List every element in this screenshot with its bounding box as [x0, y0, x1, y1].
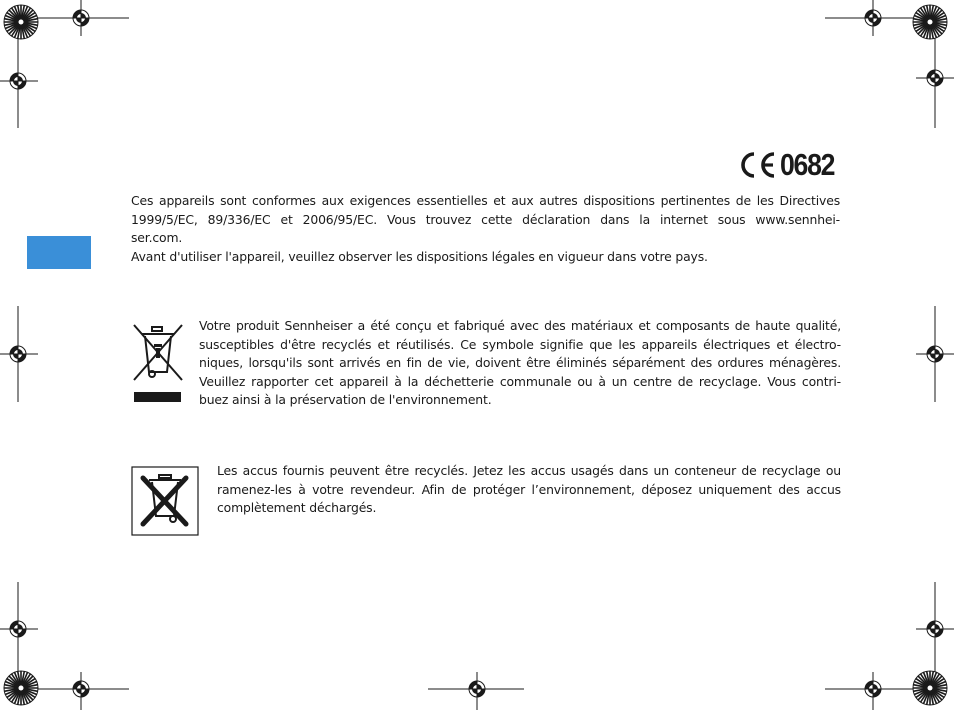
weee-line: niques, lorsqu'ils sont arrivés en fin de vie, doivent être éliminés séparément des ordures ménagères. [199, 355, 841, 370]
weee-line: Votre produit Sennheiser a été conçu et fabriqué avec des matériaux et composants de haute qualité, [199, 318, 841, 333]
declaration-line: 1999/5/EC, 89/336/EC et 2006/95/EC. Vous trouvez cette déclaration dans la internet sous www.sennhei- [131, 211, 840, 227]
battery-line: ramenez-les à votre revendeur. Afin de protéger l’environnement, déposez uniquement des accus [217, 481, 841, 497]
declaration-line: ser.com. [131, 230, 183, 245]
weee-line: Veuillez rapporter cet appareil à la déchetterie communale ou à un centre de recyclage. Vous contri- [199, 373, 841, 389]
weee-line: buez ainsi à la préservation de l'environnement. [199, 392, 492, 407]
ce-number: 0682 [780, 147, 835, 182]
declaration-line: Avant d'utiliser l'appareil, veuillez observer les dispositions légales en vigueur dans votre pays. [131, 248, 708, 264]
battery-line: complètement déchargés. [217, 500, 377, 515]
declaration-line: Ces appareils sont conformes aux exigences essentielles et aux autres dispositions pertinentes de les Directives [131, 193, 840, 208]
weee-line: susceptibles d'être recyclés et réutilisés. Ce symbole signifie que les appareils électriques et électro- [199, 336, 841, 352]
battery-line: Les accus fournis peuvent être recyclés. Jetez les accus usagés dans un conteneur de recyclage ou [217, 463, 841, 478]
